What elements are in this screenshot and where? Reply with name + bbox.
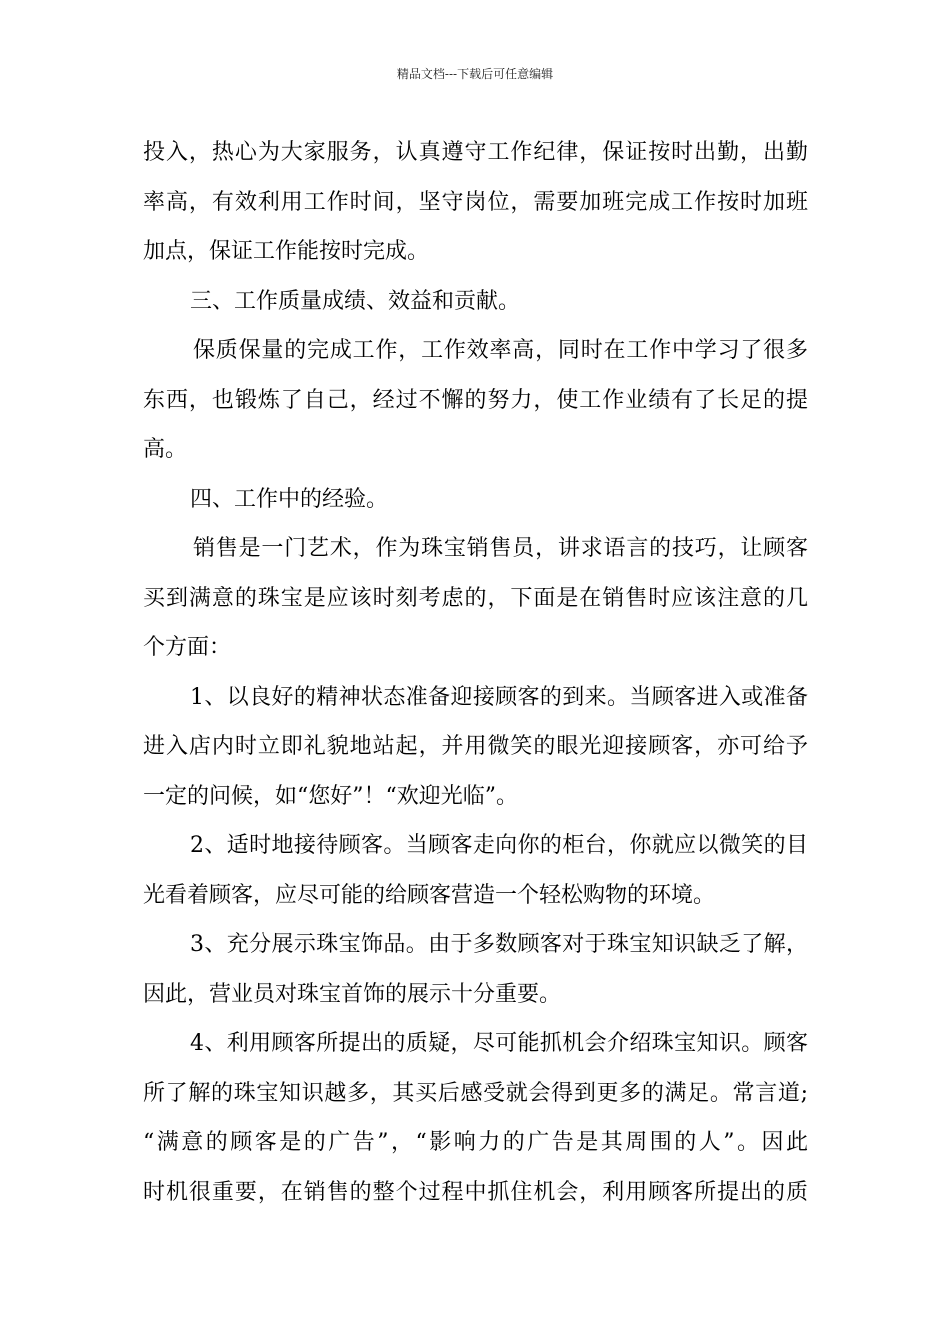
text-line: “满意的顾客是的广告”，“影响力的广告是其周围的人”。因此	[143, 1130, 808, 1155]
text-line: 保质保量的完成工作，工作效率高，同时在工作中学习了很多	[193, 338, 808, 363]
text-line: 东西，也锻炼了自己，经过不懈的努力，使工作业绩有了长足的提	[143, 387, 808, 413]
section-heading: 三、工作质量成绩、效益和贡献。	[190, 288, 521, 314]
text-line: 加点，保证工作能按时完成。	[143, 239, 430, 264]
text-line: 进入店内时立即礼貌地站起，并用微笑的眼光迎接顾客，亦可给予	[143, 734, 808, 759]
text-line: 买到满意的珠宝是应该时刻考虑的，下面是在销售时应该注意的几	[143, 585, 808, 611]
text-line: 因此，营业员对珠宝首饰的展示十分重要。	[143, 981, 562, 1007]
page-header: 精品文档---下载后可任意编辑	[396, 67, 554, 81]
text-line: 个方面：	[143, 635, 232, 660]
text-line: 销售是一门艺术，作为珠宝销售员，讲求语言的技巧，让顾客	[193, 536, 808, 561]
section-heading: 四、工作中的经验。	[190, 486, 389, 512]
text-line: 投入，热心为大家服务，认真遵守工作纪律，保证按时出勤，出勤	[143, 140, 808, 165]
document-body	[143, 128, 808, 1217]
text-line: 一定的问候，如“您好”！“欢迎光临”。	[143, 783, 518, 809]
text-line: 率高，有效利用工作时间，坚守岗位，需要加班完成工作按时加班	[143, 189, 808, 215]
text-line: 光看着顾客，应尽可能的给顾客营造一个轻松购物的环境。	[143, 882, 716, 908]
text-line: 时机很重要，在销售的整个过程中抓住机会，利用顾客所提出的质	[143, 1179, 808, 1205]
text-line: 1、以良好的精神状态准备迎接顾客的到来。当顾客进入或准备	[190, 684, 808, 710]
text-line: 2、适时地接待顾客。当顾客走向你的柜台，你就应以微笑的目	[190, 833, 808, 858]
text-line: 4、利用顾客所提出的质疑，尽可能抓机会介绍珠宝知识。顾客	[190, 1031, 808, 1056]
text-line: 高。	[143, 437, 188, 462]
text-line: 3、充分展示珠宝饰品。由于多数顾客对于珠宝知识缺乏了解，	[190, 932, 808, 957]
text-line: 所了解的珠宝知识越多，其买后感受就会得到更多的满足。常言道;	[143, 1080, 808, 1106]
